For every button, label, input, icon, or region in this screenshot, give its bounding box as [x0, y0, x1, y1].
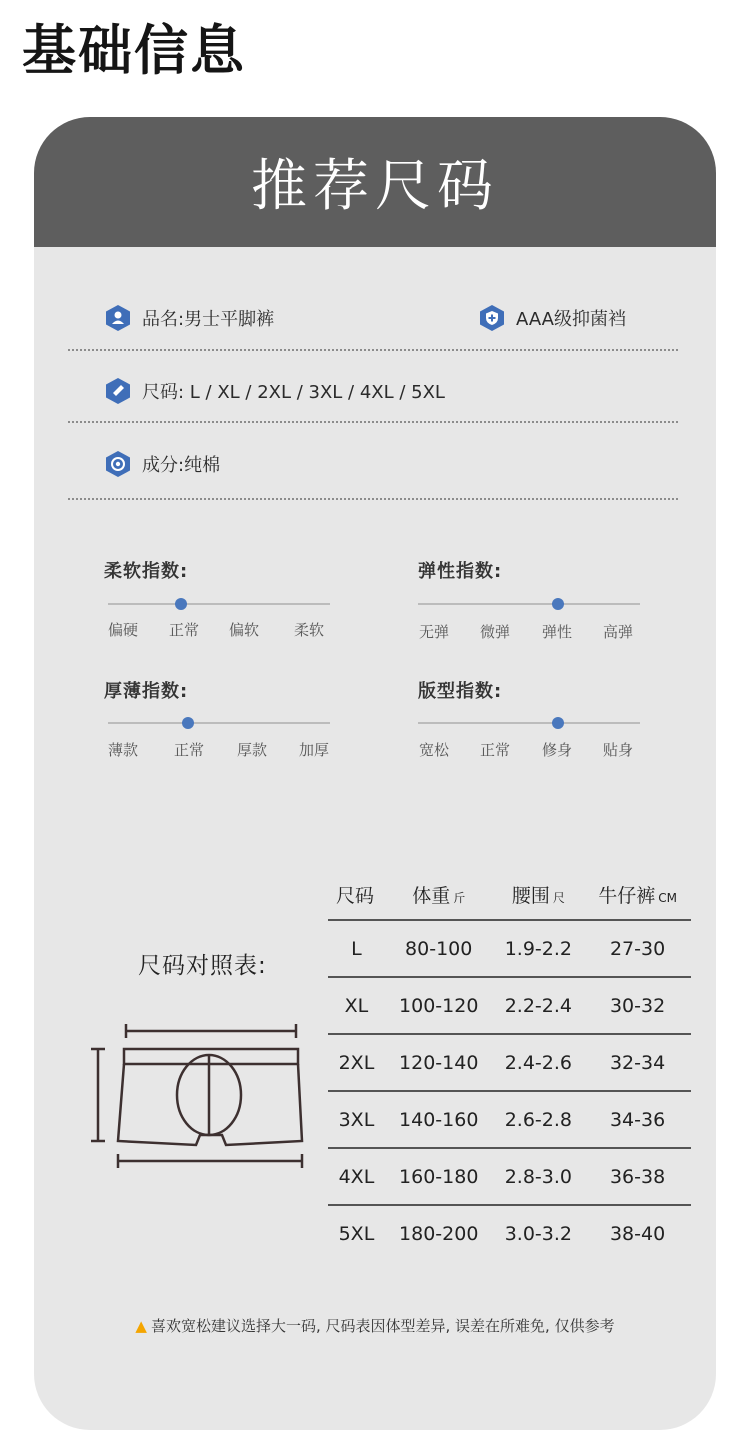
recommended-size-card [34, 117, 716, 1430]
divider [68, 421, 678, 423]
elasticity-scale [418, 603, 640, 605]
table-cell: 2.4-2.6 [493, 1034, 585, 1091]
size-chart-table [328, 869, 691, 1261]
table-cell: 5XL [338, 1222, 375, 1245]
fit-tick: 修身 [541, 741, 573, 759]
table-cell: 80-100 [385, 920, 493, 977]
card-title: 推荐尺码 [34, 117, 716, 247]
table-cell: 3.0-3.2 [504, 1222, 572, 1245]
divider [68, 498, 678, 500]
elasticity-level-dot [552, 598, 564, 610]
column-header: 腰围 尺 [493, 869, 585, 920]
sizing-note [34, 1315, 716, 1336]
table-cell: 3XL [328, 1091, 385, 1148]
table-header-row [328, 869, 691, 920]
boxer-brief-diagram [82, 1019, 312, 1179]
user-hex-icon [106, 305, 130, 331]
softness-index-title: 柔软指数: [104, 561, 189, 582]
antibacterial-row [480, 305, 626, 331]
softness-scale [108, 603, 330, 605]
table-cell: 140-160 [385, 1091, 493, 1148]
warning-triangle-icon: ▲ [135, 1317, 147, 1335]
table-cell: 27-30 [584, 920, 691, 977]
material-label: 成分:纯棉 [142, 455, 221, 476]
table-cell: 2.2-2.4 [493, 977, 585, 1034]
table-cell: XL [328, 977, 385, 1034]
thickness-scale [108, 722, 330, 724]
table-row [328, 1205, 691, 1261]
table-row [328, 1034, 691, 1091]
thickness-tick: 加厚 [298, 741, 330, 759]
sizes-row [106, 378, 445, 404]
table-cell: L [328, 920, 385, 977]
table-cell: 100-120 [385, 977, 493, 1034]
elasticity-tick: 弹性 [541, 623, 573, 641]
thickness-level-dot [182, 717, 194, 729]
table-row [328, 1148, 691, 1205]
softness-tick: 柔软 [293, 621, 325, 639]
table-cell: 120-140 [385, 1034, 493, 1091]
fit-level-dot [552, 717, 564, 729]
table-cell: 34-36 [584, 1091, 691, 1148]
thickness-index-title: 厚薄指数: [104, 681, 189, 702]
table-cell: 38-40 [609, 1222, 666, 1245]
tag-hex-icon [106, 378, 130, 404]
table-cell: 1.9-2.2 [493, 920, 585, 977]
sizes-label: 尺码: L / XL / 2XL / 3XL / 4XL / 5XL [142, 382, 445, 403]
fit-scale [418, 722, 640, 724]
thickness-tick: 薄款 [107, 741, 139, 759]
table-cell: 30-32 [584, 977, 691, 1034]
table-cell: 36-38 [584, 1148, 691, 1205]
softness-level-dot [175, 598, 187, 610]
thickness-tick: 厚款 [236, 741, 268, 759]
divider [68, 349, 678, 351]
antibacterial-label: AAA级抑菌裆 [516, 309, 626, 330]
table-row [328, 977, 691, 1034]
column-header: 牛仔裤 CM [584, 869, 691, 920]
product-name: 品名:男士平脚裤 [142, 309, 275, 330]
softness-tick: 偏硬 [107, 621, 139, 639]
elasticity-index-title: 弹性指数: [418, 561, 503, 582]
elasticity-tick: 无弹 [418, 623, 450, 641]
fit-tick: 贴身 [602, 741, 634, 759]
product-name-row [106, 305, 274, 331]
fit-tick: 正常 [479, 741, 511, 759]
elasticity-tick: 高弹 [602, 623, 634, 641]
softness-tick: 偏软 [228, 621, 260, 639]
elasticity-tick: 微弹 [479, 623, 511, 641]
size-chart-title: 尺码对照表: [138, 953, 267, 979]
fit-index-title: 版型指数: [418, 681, 503, 702]
table-cell: 2XL [328, 1034, 385, 1091]
table-row [328, 920, 691, 977]
page-heading: 基础信息 [22, 19, 246, 82]
fit-tick: 宽松 [418, 741, 450, 759]
shield-plus-hex-icon [480, 305, 504, 331]
material-row [106, 451, 220, 477]
table-cell: 160-180 [385, 1148, 493, 1205]
table-cell: 2.6-2.8 [493, 1091, 585, 1148]
column-header: 体重 斤 [385, 869, 493, 920]
cycle-hex-icon [106, 451, 130, 477]
table-cell: 32-34 [584, 1034, 691, 1091]
table-row [328, 1091, 691, 1148]
sizing-note-text: 喜欢宽松建议选择大一码, 尺码表因体型差异, 误差在所难免, 仅供参考 [150, 1317, 615, 1335]
table-cell: 180-200 [399, 1222, 479, 1245]
table-cell: 2.8-3.0 [493, 1148, 585, 1205]
table-cell: 4XL [328, 1148, 385, 1205]
softness-tick: 正常 [168, 621, 200, 639]
thickness-tick: 正常 [173, 741, 205, 759]
column-header: 尺码 [328, 869, 385, 920]
